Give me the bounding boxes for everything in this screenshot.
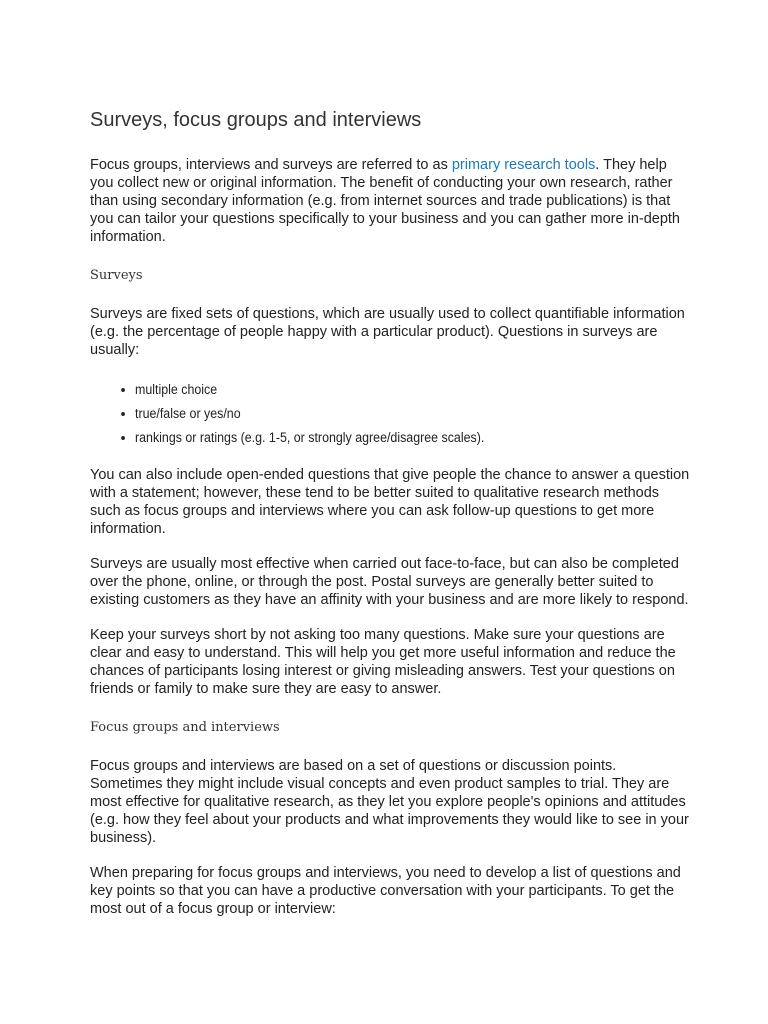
intro-paragraph: [90, 156, 690, 246]
list-item: • multiple choice: [135, 381, 646, 399]
intro-text-before-link: Focus groups, interviews and surveys are referred to as: [90, 157, 452, 173]
surveys-heading: Surveys: [90, 268, 143, 283]
focus-paragraph-2: When preparing for focus groups and interviews, you need to develop a list of questions and key points so that you can have a productive conversation with your participants. To get the most out of a focus group or interview:: [90, 865, 681, 917]
surveys-paragraph-3: Surveys are usually most effective when carried out face-to-face, but can also be completed over the phone, online, or through the post. Postal surveys are generally better suited to existing customers as they have an affinity with your business and are more likely to respond.: [90, 556, 689, 608]
surveys-paragraph-4: Keep your surveys short by not asking too many questions. Make sure your questions are clear and easy to understand. This will help you get more useful information and reduce the chances of participants losing interest or giving misleading answers. Test your questions on friends or family to make sure they are easy to answer.: [90, 627, 676, 697]
primary-research-tools-link[interactable]: primary research tools: [451, 157, 596, 173]
focus-groups-heading: Focus groups and interviews: [90, 720, 280, 735]
intro-text-after-link: . They help you collect new or original information. The benefit of conducting your own research, rather than using secondary information (e.g. from internet sources and trade publications) is that you can tailor your questions specifically to your business and you can gather more in-depth information.: [90, 157, 680, 245]
focus-paragraph-1: Focus groups and interviews are based on a set of questions or discussion points. Sometimes they might include visual concepts and even product samples to trial. They are most effective for qualitative research, as they let you explore people's opinions and attitudes (e.g. how they feel about your products and what improvements they would like to see in your business).: [90, 758, 689, 846]
surveys-paragraph-2: You can also include open-ended questions that give people the chance to answer a question with a statement; however, these tend to be better suited to qualitative research methods such as focus groups and interviews where you can ask follow-up questions to get more information.: [90, 467, 690, 537]
document-page: [90, 106, 690, 935]
surveys-paragraph-1: Surveys are fixed sets of questions, which are usually used to collect quantifiable information (e.g. the percentage of people happy with a particular product). Questions in surveys are usually:: [90, 306, 685, 358]
page-title: Surveys, focus groups and interviews: [90, 109, 422, 131]
list-item: • rankings or ratings (e.g. 1-5, or strongly agree/disagree scales).: [135, 429, 646, 447]
survey-question-types-list: [90, 381, 690, 447]
list-item: • true/false or yes/no: [135, 405, 646, 423]
